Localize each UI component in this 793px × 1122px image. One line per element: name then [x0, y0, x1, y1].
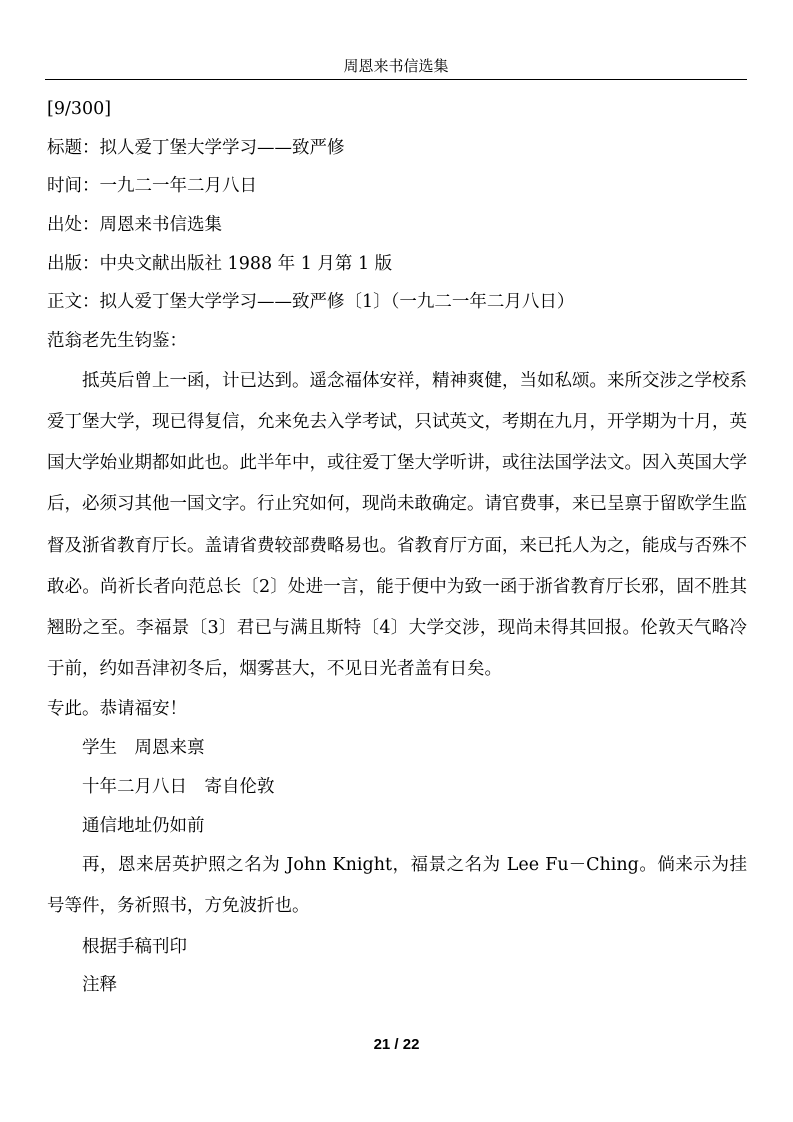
print-note: 根据手稿刊印 — [82, 936, 187, 957]
page-number: 21 / 22 — [373, 1036, 420, 1053]
letter-date-place: 十年二月八日 寄自伦敦 — [82, 776, 275, 797]
letter-address-note: 通信地址仍如前 — [82, 815, 205, 836]
letter-postscript: 再，恩来居英护照之名为 John Knight，福景之名为 Lee Fu－Ching。倘来示为挂号等件，务祈照书，方免波折也。 — [47, 855, 747, 917]
letter-signature: 学生 周恩来禀 — [82, 738, 205, 759]
doc-body-title: 正文：拟人爱丁堡大学学习——致严修〔1〕（一九二一年二月八日） — [47, 292, 575, 313]
doc-publisher: 出版：中央文献出版社 1988 年 1 月第 1 版 — [47, 253, 393, 274]
page-header — [45, 55, 747, 80]
letter-salutation: 范翁老先生钧鉴： — [47, 331, 187, 352]
notes-heading: 注释 — [82, 975, 117, 996]
document-body — [47, 90, 747, 1005]
letter-closing: 专此。恭请福安！ — [47, 699, 187, 720]
letter-body-paragraph: 抵英后曾上一函，计已达到。遥念福体安祥，精神爽健，当如私颂。来所交涉之学校系爱丁堡大学，现已得复信，允来免去入学考试，只试英文，考期在九月，开学期为十月，英国大学始业期都如此也。此半年中，或往爱丁堡大学听讲，或往法国学法文。因入英国大学后，必须习其他一国文字。行止究如何，现尚未敢确定。请官费事，来已呈禀于留欧学生监督及浙省教育厅长。盖请省费较部费略易也。省教育厅方面，来已托人为之，能成与否殊不敢必。尚祈长者向范总长〔2〕处进一言，能于便中为致一函于浙省教育厅长邪，固不胜其翘盼之至。李福景〔3〕君已与满且斯特〔4〕大学交涉，现尚未得其回报。伦敦天气略冷于前，约如吾津初冬后，烟雾甚大，不见日光者盖有日矣。 — [47, 370, 747, 680]
doc-title: 标题：拟人爱丁堡大学学习——致严修 — [47, 137, 345, 158]
doc-index: [9/300] — [47, 99, 112, 119]
header-title: 周恩来书信选集 — [343, 57, 449, 75]
doc-source: 出处：周恩来书信选集 — [47, 215, 222, 236]
doc-time: 时间：一九二一年二月八日 — [47, 176, 257, 197]
